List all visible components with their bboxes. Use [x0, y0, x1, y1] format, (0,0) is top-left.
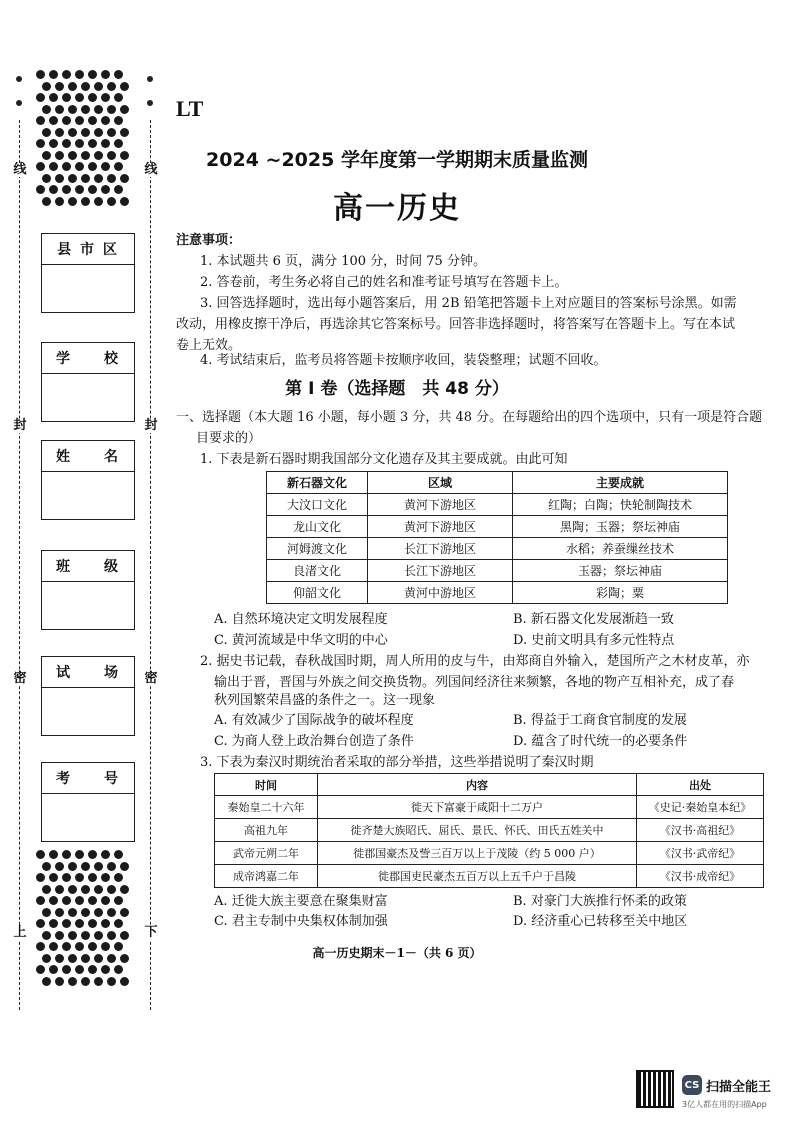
table-cell: 黑陶；玉器；祭坛神庙 — [513, 516, 728, 538]
binding-dot — [36, 70, 45, 79]
binding-dot — [114, 965, 123, 974]
binding-dot — [94, 885, 103, 894]
binding-dot — [36, 919, 45, 928]
binding-dot — [75, 116, 84, 125]
binding-dot — [68, 128, 77, 137]
q2-stem: 2. 据史书记载，春秋战国时期，周人所用的皮与牛，由郑商自外输入，楚国所产之木材皮革，亦 — [200, 654, 750, 669]
table-cell: 《史记·秦始皇本纪》 — [637, 796, 764, 819]
table-row — [267, 538, 728, 560]
table-cell: 《汉书·高祖纪》 — [637, 819, 764, 842]
binding-dots-bottom — [36, 850, 126, 990]
binding-dot — [68, 885, 77, 894]
binding-dot — [120, 128, 129, 137]
table-cell: 徙郡国豪杰及訾三百万以上于茂陵（约 5 000 户） — [318, 842, 637, 865]
exam-room-field[interactable] — [41, 656, 135, 736]
binding-mark: 线 — [144, 162, 158, 177]
table-header: 时间 — [215, 774, 318, 796]
notice-line: 1. 本试题共 6 页，满分 100 分，时间 75 分钟。 — [200, 254, 486, 269]
binding-dot — [75, 93, 84, 102]
binding-dot — [42, 977, 51, 986]
binding-dot — [62, 70, 71, 79]
table-cell: 秦始皇二十六年 — [215, 796, 318, 819]
county-label: 县 市 区 — [42, 234, 134, 265]
subject-title: 高一历史 — [333, 191, 461, 226]
table-cell: 红陶；白陶；快轮制陶技术 — [513, 494, 728, 516]
notice-line: 卷上无效。 — [176, 338, 242, 353]
table-row — [215, 865, 764, 888]
binding-dot — [81, 174, 90, 183]
notice-line: 4. 考试结束后，监考员将答题卡按顺序收回，装袋整理；试题不回收。 — [200, 353, 607, 368]
binding-dot — [88, 116, 97, 125]
binding-dot — [120, 82, 129, 91]
binding-dot — [107, 977, 116, 986]
q2-stem: 输出于晋，晋国与外族之间交换货物。列国间经济往来频繁，各地的物产互相补充，成了春 — [214, 675, 735, 690]
binding-dot — [55, 908, 64, 917]
binding-mark: 下 — [144, 925, 158, 940]
table-cell: 徙郡国吏民豪杰五百万以上五千户于昌陵 — [318, 865, 637, 888]
binding-dot — [55, 105, 64, 114]
binding-dot — [101, 873, 110, 882]
q1-option-a[interactable]: A. 自然环境决定文明发展程度 — [214, 612, 388, 627]
binding-dot — [120, 931, 129, 940]
table-cell: 黄河中游地区 — [368, 582, 513, 604]
binding-dot — [75, 896, 84, 905]
binding-dot — [107, 105, 116, 114]
binding-dot — [120, 977, 129, 986]
binding-dot — [55, 128, 64, 137]
binding-dot — [120, 885, 129, 894]
binding-dot — [49, 873, 58, 882]
q3-table — [214, 773, 764, 888]
page-footer: 高一历史期末－1－（共 6 页） — [312, 946, 482, 960]
table-cell: 黄河下游地区 — [368, 516, 513, 538]
q3-stem: 3. 下表为秦汉时期统治者采取的部分举措，这些举措说明了秦汉时期 — [200, 755, 594, 770]
binding-dot — [81, 885, 90, 894]
binding-dot — [68, 908, 77, 917]
binding-dot — [36, 965, 45, 974]
binding-dot — [107, 885, 116, 894]
binding-dot — [94, 862, 103, 871]
binding-dot — [81, 931, 90, 940]
binding-dot — [101, 850, 110, 859]
binding-dot — [114, 873, 123, 882]
table-row — [215, 842, 764, 865]
table-cell: 龙山文化 — [267, 516, 368, 538]
binding-dot — [107, 908, 116, 917]
binding-dot — [68, 174, 77, 183]
q2-stem: 秋列国繁荣昌盛的条件之一。这一现象 — [214, 693, 436, 708]
school-label: 学 校 — [42, 343, 134, 374]
binding-dot — [68, 105, 77, 114]
table-row — [267, 516, 728, 538]
notice-title: 注意事项： — [176, 233, 242, 248]
binding-dot — [36, 873, 45, 882]
binding-dot — [114, 850, 123, 859]
binding-dot — [49, 896, 58, 905]
binding-dot — [42, 885, 51, 894]
binding-dot — [75, 965, 84, 974]
table-cell: 高祖九年 — [215, 819, 318, 842]
binding-dot — [36, 116, 45, 125]
binding-dot — [81, 908, 90, 917]
binding-dot — [68, 862, 77, 871]
binding-mark: 密 — [13, 671, 27, 686]
notice-line: 2. 答卷前，考生务必将自己的姓名和准考证号填写在答题卡上。 — [200, 275, 568, 290]
exam-number-field[interactable] — [41, 762, 135, 842]
table-cell: 彩陶；粟 — [513, 582, 728, 604]
binding-dot — [101, 919, 110, 928]
binding-dot — [81, 128, 90, 137]
binding-dot — [94, 174, 103, 183]
table-cell: 河姆渡文化 — [267, 538, 368, 560]
binding-dot — [49, 850, 58, 859]
binding-dot — [114, 919, 123, 928]
binding-dot — [68, 82, 77, 91]
binding-dot — [62, 93, 71, 102]
binding-mark: 封 — [144, 418, 158, 433]
qr-code-icon — [636, 1070, 674, 1108]
binding-line-left — [19, 120, 20, 1010]
binding-dot — [36, 850, 45, 859]
table-header: 区域 — [368, 472, 513, 494]
table-cell: 徙齐楚大族昭氏、屈氏、景氏、怀氏、田氏五姓关中 — [318, 819, 637, 842]
table-row — [267, 582, 728, 604]
binding-dot — [107, 174, 116, 183]
binding-dot — [88, 919, 97, 928]
q2-option-d[interactable]: D. 蕴含了时代统一的必要条件 — [513, 734, 688, 749]
q1-stem: 1. 下表是新石器时期我国部分文化遗存及其主要成就。由此可知 — [200, 452, 568, 467]
binding-dot — [75, 850, 84, 859]
q2-option-c[interactable]: C. 为商人登上政治舞台创造了条件 — [214, 734, 414, 749]
binding-dot — [114, 70, 123, 79]
exam-title: 2024 ~2025 学年度第一学期期末质量监测 — [206, 149, 588, 171]
table-cell: 大汶口文化 — [267, 494, 368, 516]
binding-dot — [55, 174, 64, 183]
q1-option-c[interactable]: C. 黄河流域是中华文明的中心 — [214, 633, 388, 648]
binding-dot — [75, 919, 84, 928]
binding-dot — [88, 70, 97, 79]
table-cell: 良渚文化 — [267, 560, 368, 582]
binding-dot — [55, 977, 64, 986]
q3-option-d[interactable]: D. 经济重心已转移至关中地区 — [513, 914, 688, 929]
q2-option-b[interactable]: B. 得益于工商食官制度的发展 — [513, 713, 687, 728]
table-cell: 玉器；祭坛神庙 — [513, 560, 728, 582]
binding-dot — [107, 128, 116, 137]
q1-option-d[interactable]: D. 史前文明具有多元性特点 — [513, 633, 675, 648]
binding-dot — [55, 931, 64, 940]
table-cell: 《汉书·武帝纪》 — [637, 842, 764, 865]
binding-dot — [120, 908, 129, 917]
camscanner-name: 扫描全能王 — [706, 1080, 772, 1095]
table-cell: 仰韶文化 — [267, 582, 368, 604]
binding-dot — [114, 116, 123, 125]
binding-dot — [94, 908, 103, 917]
table-header: 出处 — [637, 774, 764, 796]
name-field[interactable] — [41, 440, 135, 520]
table-row — [267, 494, 728, 516]
binding-dot — [75, 873, 84, 882]
notice-line: 3. 回答选择题时，选出每小题答案后，用 2B 铅笔把答题卡上对应题目的答案标号涂黑。如需 — [200, 296, 737, 311]
binding-dot — [42, 931, 51, 940]
q1-table — [266, 471, 728, 604]
binding-dot — [88, 850, 97, 859]
binding-dot — [62, 116, 71, 125]
binding-dot — [42, 128, 51, 137]
binding-dot — [62, 965, 71, 974]
q3-option-a[interactable]: A. 迁徙大族主要意在聚集财富 — [214, 894, 388, 909]
binding-dot — [94, 105, 103, 114]
binding-dot — [68, 931, 77, 940]
binding-dot — [68, 977, 77, 986]
binding-dot — [62, 850, 71, 859]
binding-dot — [94, 82, 103, 91]
table-row — [215, 796, 764, 819]
binding-dot — [42, 105, 51, 114]
camscanner-slogan: 3亿人都在用的扫描App — [682, 1100, 767, 1109]
binding-dot — [62, 873, 71, 882]
binding-dot — [49, 965, 58, 974]
binding-dot — [120, 174, 129, 183]
class-label: 班 级 — [42, 551, 134, 582]
binding-dot — [62, 919, 71, 928]
binding-dot — [88, 965, 97, 974]
q3-option-b[interactable]: B. 对豪门大族推行怀柔的政策 — [513, 894, 687, 909]
camscanner-logo: CS — [682, 1075, 702, 1095]
binding-dot — [55, 82, 64, 91]
binding-dot — [101, 896, 110, 905]
table-header: 新石器文化 — [267, 472, 368, 494]
binding-line-right — [150, 120, 151, 1010]
binding-dot — [120, 105, 129, 114]
part-intro: 目要求的） — [196, 431, 262, 446]
binding-dot — [94, 977, 103, 986]
binding-dot — [114, 896, 123, 905]
binding-dot — [114, 93, 123, 102]
binding-dot — [101, 93, 110, 102]
q2-option-a[interactable]: A. 有效减少了国际战争的破坏程度 — [214, 713, 414, 728]
binding-dot — [101, 70, 110, 79]
binding-dot — [94, 128, 103, 137]
table-header: 主要成就 — [513, 472, 728, 494]
binding-dot — [88, 873, 97, 882]
binding-dot — [42, 908, 51, 917]
part-intro: 一、选择题（本大题 16 小题，每小题 3 分，共 48 分。在每题给出的四个选项中，只有一项是符合题 — [176, 410, 763, 425]
table-cell: 徙天下富豪于咸阳十二万户 — [318, 796, 637, 819]
exam-room-label: 试 场 — [42, 657, 134, 688]
binding-dot — [36, 896, 45, 905]
binding-dot — [81, 862, 90, 871]
binding-dot — [81, 977, 90, 986]
exam-number-label: 考 号 — [42, 763, 134, 794]
binding-dot — [49, 919, 58, 928]
binding-dot — [75, 70, 84, 79]
binding-dot — [62, 896, 71, 905]
table-cell: 水稻；养蚕缫丝技术 — [513, 538, 728, 560]
binding-dot — [49, 70, 58, 79]
binding-dot — [49, 116, 58, 125]
table-cell: 成帝鸿嘉二年 — [215, 865, 318, 888]
binding-hole — [147, 100, 153, 106]
binding-dot — [107, 862, 116, 871]
paper-code: LT — [176, 96, 204, 121]
binding-dot — [81, 82, 90, 91]
binding-dot — [94, 931, 103, 940]
binding-dot — [42, 82, 51, 91]
binding-dot — [55, 862, 64, 871]
binding-mark: 封 — [13, 418, 27, 433]
table-cell: 《汉书·成帝纪》 — [637, 865, 764, 888]
notice-line: 改动，用橡皮擦干净后，再选涂其它答案标号。回答非选择题时，将答案写在答题卡上。写在本试 — [176, 317, 736, 332]
binding-hole — [147, 76, 153, 82]
binding-dot — [101, 116, 110, 125]
binding-dot — [120, 862, 129, 871]
binding-dot — [81, 105, 90, 114]
q3-option-c[interactable]: C. 君主专制中央集权体制加强 — [214, 914, 388, 929]
binding-dot — [55, 885, 64, 894]
binding-dot — [101, 965, 110, 974]
name-label: 姓 名 — [42, 441, 134, 472]
binding-dot — [88, 896, 97, 905]
table-row — [267, 560, 728, 582]
binding-hole — [16, 100, 22, 106]
binding-dot — [107, 931, 116, 940]
binding-mark: 线 — [13, 162, 27, 177]
binding-dot — [36, 93, 45, 102]
binding-dot — [49, 93, 58, 102]
table-row — [215, 819, 764, 842]
class-field[interactable] — [41, 550, 135, 630]
binding-dot — [107, 82, 116, 91]
county-field[interactable] — [41, 233, 135, 313]
q1-option-b[interactable]: B. 新石器文化发展渐趋一致 — [513, 612, 674, 627]
binding-dot — [88, 93, 97, 102]
table-cell: 黄河下游地区 — [368, 494, 513, 516]
binding-dot — [42, 174, 51, 183]
table-cell: 长江下游地区 — [368, 560, 513, 582]
binding-mark: 密 — [144, 671, 158, 686]
table-cell: 武帝元朔二年 — [215, 842, 318, 865]
table-cell: 长江下游地区 — [368, 538, 513, 560]
binding-dot — [42, 862, 51, 871]
binding-mark: 上 — [13, 925, 27, 940]
section-title: 第 Ⅰ 卷（选择题 共 48 分） — [285, 379, 509, 399]
table-header: 内容 — [318, 774, 637, 796]
binding-hole — [16, 76, 22, 82]
